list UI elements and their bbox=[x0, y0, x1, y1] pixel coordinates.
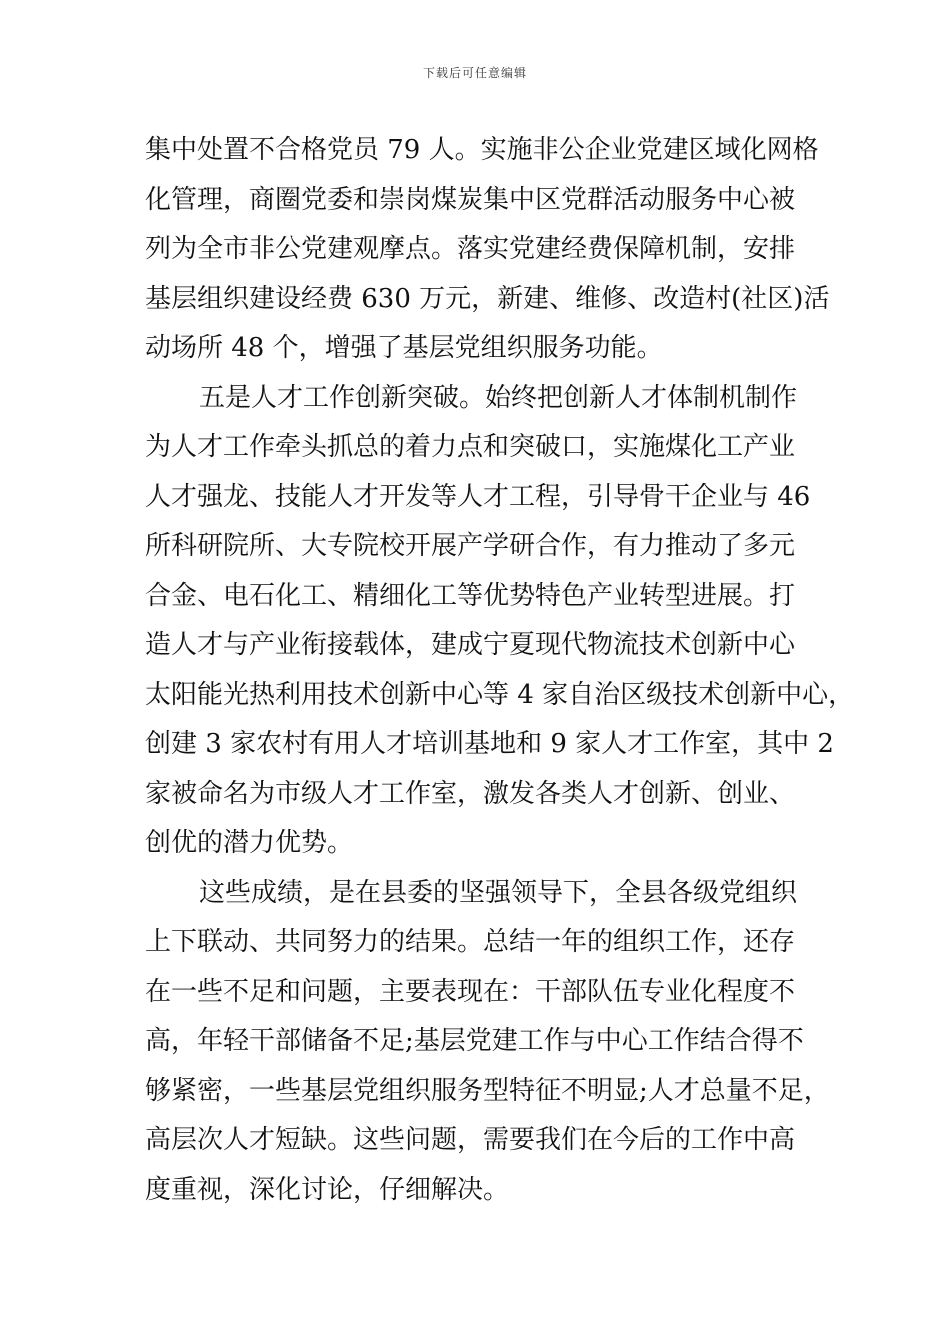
text-line: 这些成绩，是在县委的坚强领导下，全县各级党组织 bbox=[199, 877, 798, 908]
text-line: 人才强龙、技能人才开发等人才工程，引导骨干企业与 46 bbox=[145, 481, 811, 512]
text-line: 创建 3 家农村有用人才培训基地和 9 家人才工作室，其中 2 bbox=[145, 729, 834, 759]
text-line: 度重视，深化讨论，仔细解决。 bbox=[145, 1174, 510, 1205]
text-line: 上下联动、共同努力的结果。总结一年的组织工作，还存 bbox=[145, 927, 796, 957]
text-line: 动场所 48 个，增强了基层党组织服务功能。 bbox=[145, 333, 663, 363]
text-line: 化管理，商圈党委和崇岗煤炭集中区党群活动服务中心被 bbox=[145, 184, 796, 215]
paragraph-1 bbox=[145, 126, 835, 374]
document-body bbox=[145, 126, 855, 1215]
text-line: 造人才与产业衔接载体，建成宁夏现代物流技术创新中心 bbox=[145, 630, 796, 660]
text-line: 高层次人才短缺。这些问题，需要我们在今后的工作中高 bbox=[145, 1125, 796, 1155]
page-header: 下载后可任意编辑 bbox=[422, 66, 527, 80]
text-line: 太阳能光热利用技术创新中心等 4 家自治区级技术创新中心， bbox=[145, 679, 855, 710]
text-line: 高，年轻干部储备不足;基层党建工作与中心工作结合得不 bbox=[145, 1026, 804, 1056]
text-line: 集中处置不合格党员 79 人。实施非公企业党建区域化网格 bbox=[145, 135, 819, 165]
text-line: 在一些不足和问题，主要表现在：干部队伍专业化程度不 bbox=[145, 976, 796, 1007]
text-line: 所科研院所、大专院校开展产学研合作，有力推动了多元 bbox=[145, 531, 796, 561]
paragraph-2 bbox=[145, 374, 855, 869]
paragraph-3 bbox=[145, 869, 835, 1216]
text-line: 为人才工作牵头抓总的着力点和突破口，实施煤化工产业 bbox=[145, 432, 796, 462]
text-line: 基层组织建设经费 630 万元，新建、维修、改造村(社区)活 bbox=[145, 283, 830, 314]
text-line: 够紧密，一些基层党组织服务型特征不明显;人才总量不足， bbox=[145, 1075, 830, 1106]
text-line: 创优的潜力优势。 bbox=[145, 828, 354, 858]
text-line: 五是人才工作创新突破。始终把创新人才体制机制作 bbox=[199, 382, 798, 413]
text-line: 列为全市非公党建观摩点。落实党建经费保障机制，安排 bbox=[145, 234, 796, 264]
text-line: 合金、电石化工、精细化工等优势特色产业转型进展。打 bbox=[145, 580, 796, 611]
text-line: 家被命名为市级人才工作室，激发各类人才创新、创业、 bbox=[145, 778, 796, 809]
